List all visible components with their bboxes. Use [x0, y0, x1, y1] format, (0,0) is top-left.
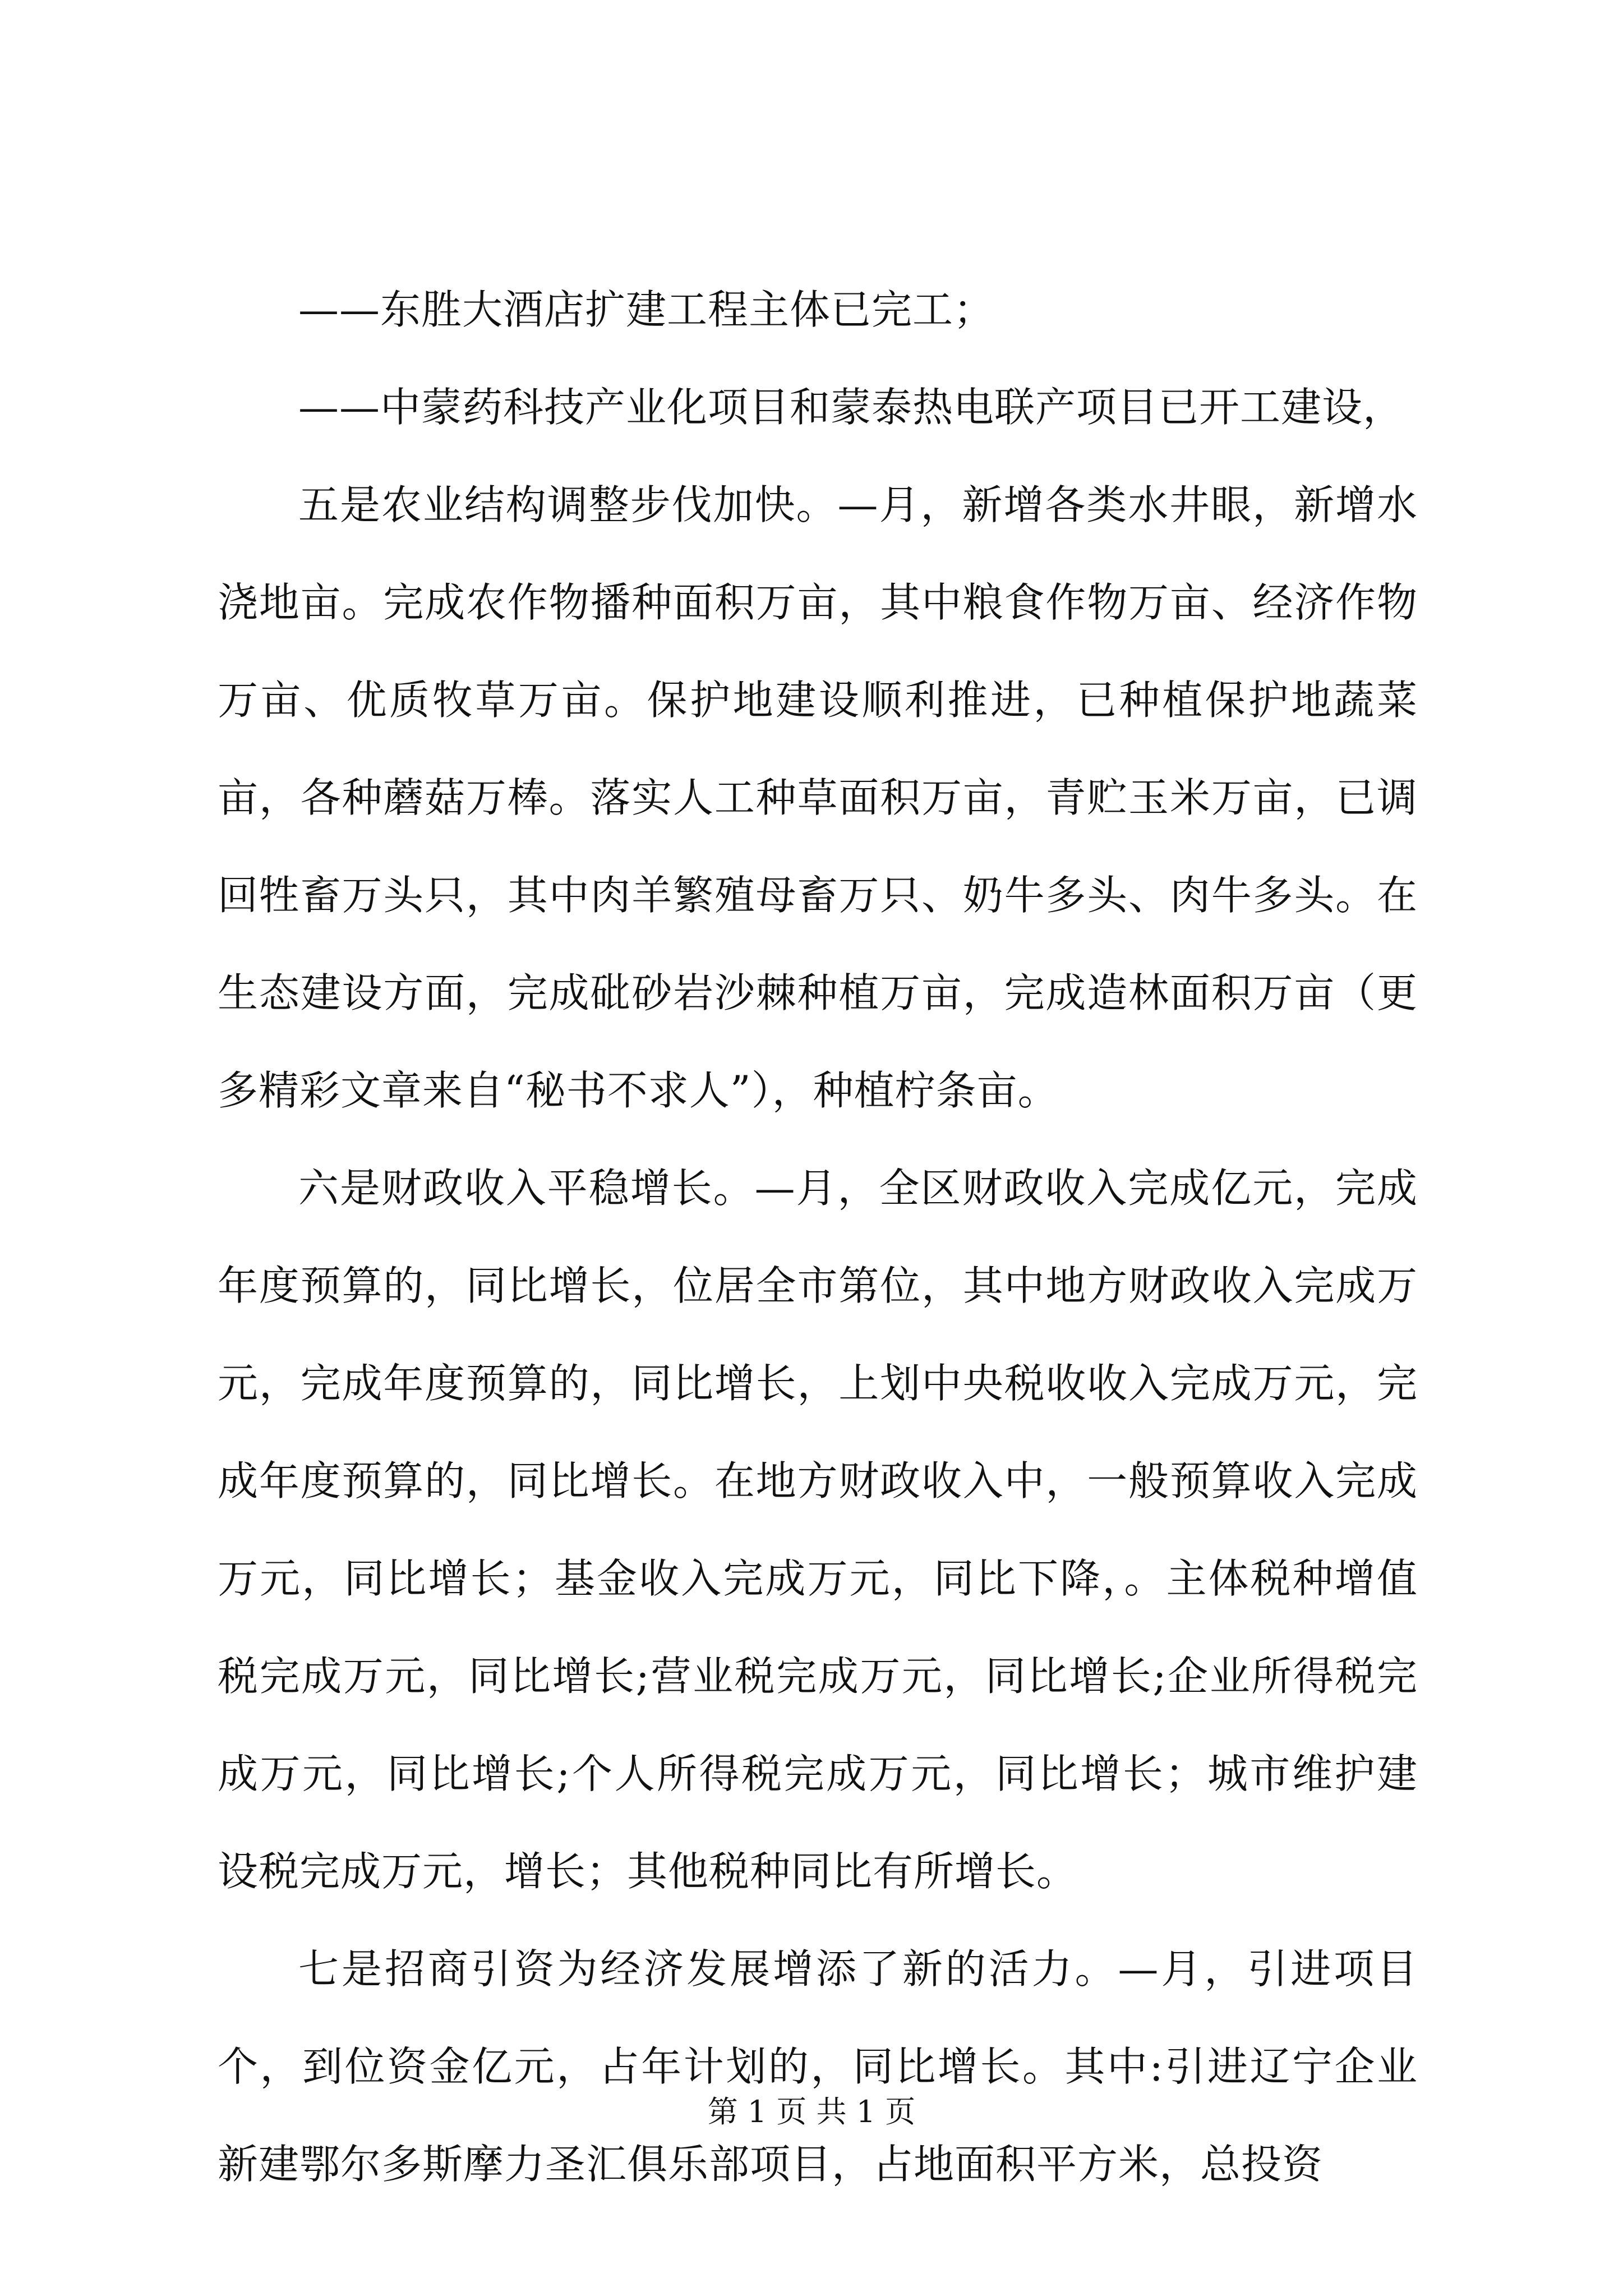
- paragraph-finance: 六是财政收入平稳增长。—月，全区财政收入完成亿元，完成年度预算的，同比增长，位居全市第位，其中地方财政收入完成万元，完成年度预算的，同比增长，上划中央税收收入完成万元，完成年度预算的，同比增长。在地方财政收入中，一般预算收入完成万元，同比增长；基金收入完成万元，同比下降，。主体税种增值税完成万元，同比增长;营业税完成万元，同比增长;企业所得税完成万元，同比增长;个人所得税完成万元，同比增长；城市维护建设税完成万元，增长；其他税种同比有所增长。: [218, 1165, 1418, 1895]
- paragraph-dongsheng-hotel: ——东胜大酒店扩建工程主体已完工；: [298, 286, 995, 333]
- document-body: [218, 261, 1418, 2213]
- paragraph-mongolian-medicine-project: ——中蒙药科技产业化项目和蒙泰热电联产项目已开工建设，: [298, 384, 1404, 431]
- paragraph-agriculture: 五是农业结构调整步伐加快。—月，新增各类水井眼，新增水浇地亩。完成农作物播种面积万亩，其中粮食作物万亩、经济作物万亩、优质牧草万亩。保护地建设顺利推进，已种植保护地蔬菜亩，各种蘑菇万棒。落实人工种草面积万亩，青贮玉米万亩，已调回牲畜万头只，其中肉羊繁殖母畜万只、奶牛多头、肉牛多头。在生态建设方面，完成砒砂岩沙棘种植万亩，完成造林面积万亩（更多精彩文章来自“秘书不求人”），种植柠条亩。: [218, 481, 1418, 1114]
- paragraph-investment: 七是招商引资为经济发展增添了新的活力。—月，引进项目个，到位资金亿元，占年计划的，同比增长。其中:引进辽宁企业新建鄂尔多斯摩力圣汇俱乐部项目，占地面积平方米，总投资: [218, 1945, 1418, 2188]
- page-footer: 第 1 页 共 1 页: [707, 2094, 916, 2129]
